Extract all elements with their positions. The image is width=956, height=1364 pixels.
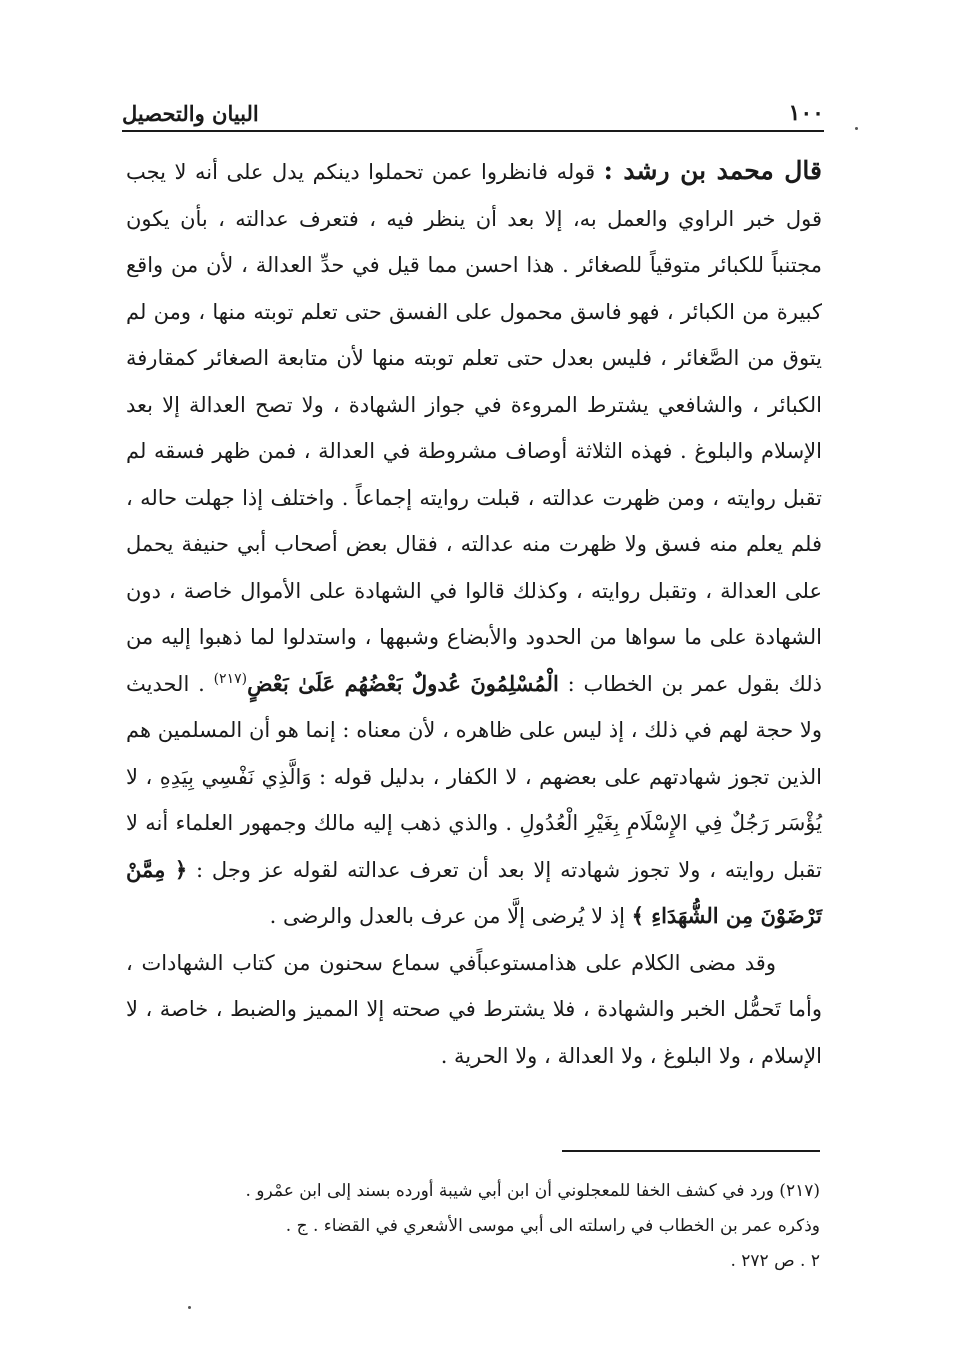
hadith-quote: الْمُسْلِمُونَ عُدولٌ بَعْضُهُم عَلَىٰ بَعْضٍ <box>247 670 559 696</box>
quran-verse: ﴿ مِمَّنْ تَرْضَوْنَ مِن الشُّهَدَاءِ ﴾ <box>126 856 822 928</box>
paragraph-1-tail: . والذي ذهب إليه مالك وجمهور العلماء أنه لا تقبل روايته ، ولا تجوز شهادته إلا بعد أن تعرف عدالته لقوله عز وجل : <box>126 811 822 882</box>
oath-quote: وَالَّذِي نَفْسِي بِيَدِهِ ، لا يُؤْسَر رَجُلٌ فِي الإِسْلَامِ بِغَيْرِ الْعُدُولِ <box>126 764 822 835</box>
footnote-line: (٢١٧) ورد في كشف الخفا للمعجلوني أن ابن أبي شيبة أورده بسند إلى ابن عمْرو . <box>245 1181 820 1201</box>
paragraph-1-end: إذ لا يُرضى إلَّا من عرف بالعدل والرضى . <box>269 904 625 928</box>
footnote-reference[interactable]: (٢١٧) <box>213 670 248 687</box>
footnotes <box>130 1174 820 1279</box>
scan-speck <box>855 127 858 130</box>
speaker-label: قال محمد بن رشد : <box>603 156 822 185</box>
page-header <box>122 86 824 132</box>
main-text <box>126 148 822 1079</box>
footnote-line: وذكره عمر بن الخطاب في راسلته الى أبي موسى الأشعري في القضاء . ج . <box>285 1216 820 1236</box>
paragraph-1-rest: . الحديث ولا حجة لهم في ذلك ، إذ ليس على ظاهره ، لأن معناه : إنما هو أن المسلمين هم الذين تجوز شهادتهم على بعضهم ، لا الكفار ، بدليل قوله : <box>126 671 822 789</box>
footnote-line: ٢ . ص ٢٧٢ . <box>730 1251 820 1271</box>
paragraph-1-intro: قوله فانظروا عمن تحملوا دينكم يدل على أنه لا يجب قول خبر الراوي والعمل به، إلا بعد أن ينظر فيه ، فتعرف عدالته ، بأن يكون مجتنباً للكبائر متوقياً للصغائر . هذا احسن مما قيل في حدِّ العدالة ، لأن من واقع كبيرة من الكبائر ، فهو فاسق محمول على الفسق حتى تعلم توبته منها ، ومن لم يتوق من الصَّغائر ، فليس بعدل حتى تعلم توبته منها لأن متابعة الصغائر كمقارفة الكبائر ، والشافعي يشترط المروءة في جواز الشهادة ، ولا تصح العدالة إلا بعد الإسلام والبلوغ . فهذه الثلاثة أوصاف مشروطة في العدالة ، فمن ظهر فسقه لم تقبل روايته ، ومن ظهرت عدالته ، قبلت روايته إجماعاً . واختلف إذا جهلت حاله ، فلم يعلم منه فسق ولا ظهرت منه عدالته ، فقال بعض أصحاب أبي حنيفة يحمل على العدالة ، وتقبل روايته ، وكذلك قالوا في الشهادة على الأموال خاصة ، دون الشهادة على ما سواها من الحدود والأبضاع وشبهها ، واستدلوا لما ذهبوا إليه من ذلك بقول عمر بن الخطاب : <box>126 160 822 696</box>
running-title: البيان والتحصيل <box>122 101 259 126</box>
paragraph-1 <box>126 148 822 940</box>
page-number: ١٠٠ <box>788 100 824 126</box>
paragraph-2: وقد مضى الكلام على هذامستوعباًفي سماع سحنون من كتاب الشهادات ، وأما تَحمُّل الخبر والشهادة ، فلا يشترط في صحته إلا المميز والضبط ، خاصة ، لا الإسلام ، ولا البلوغ ، ولا العدالة ، ولا الحرية . <box>126 950 822 1068</box>
scan-speck <box>188 1306 191 1309</box>
footnote-separator <box>562 1150 820 1152</box>
